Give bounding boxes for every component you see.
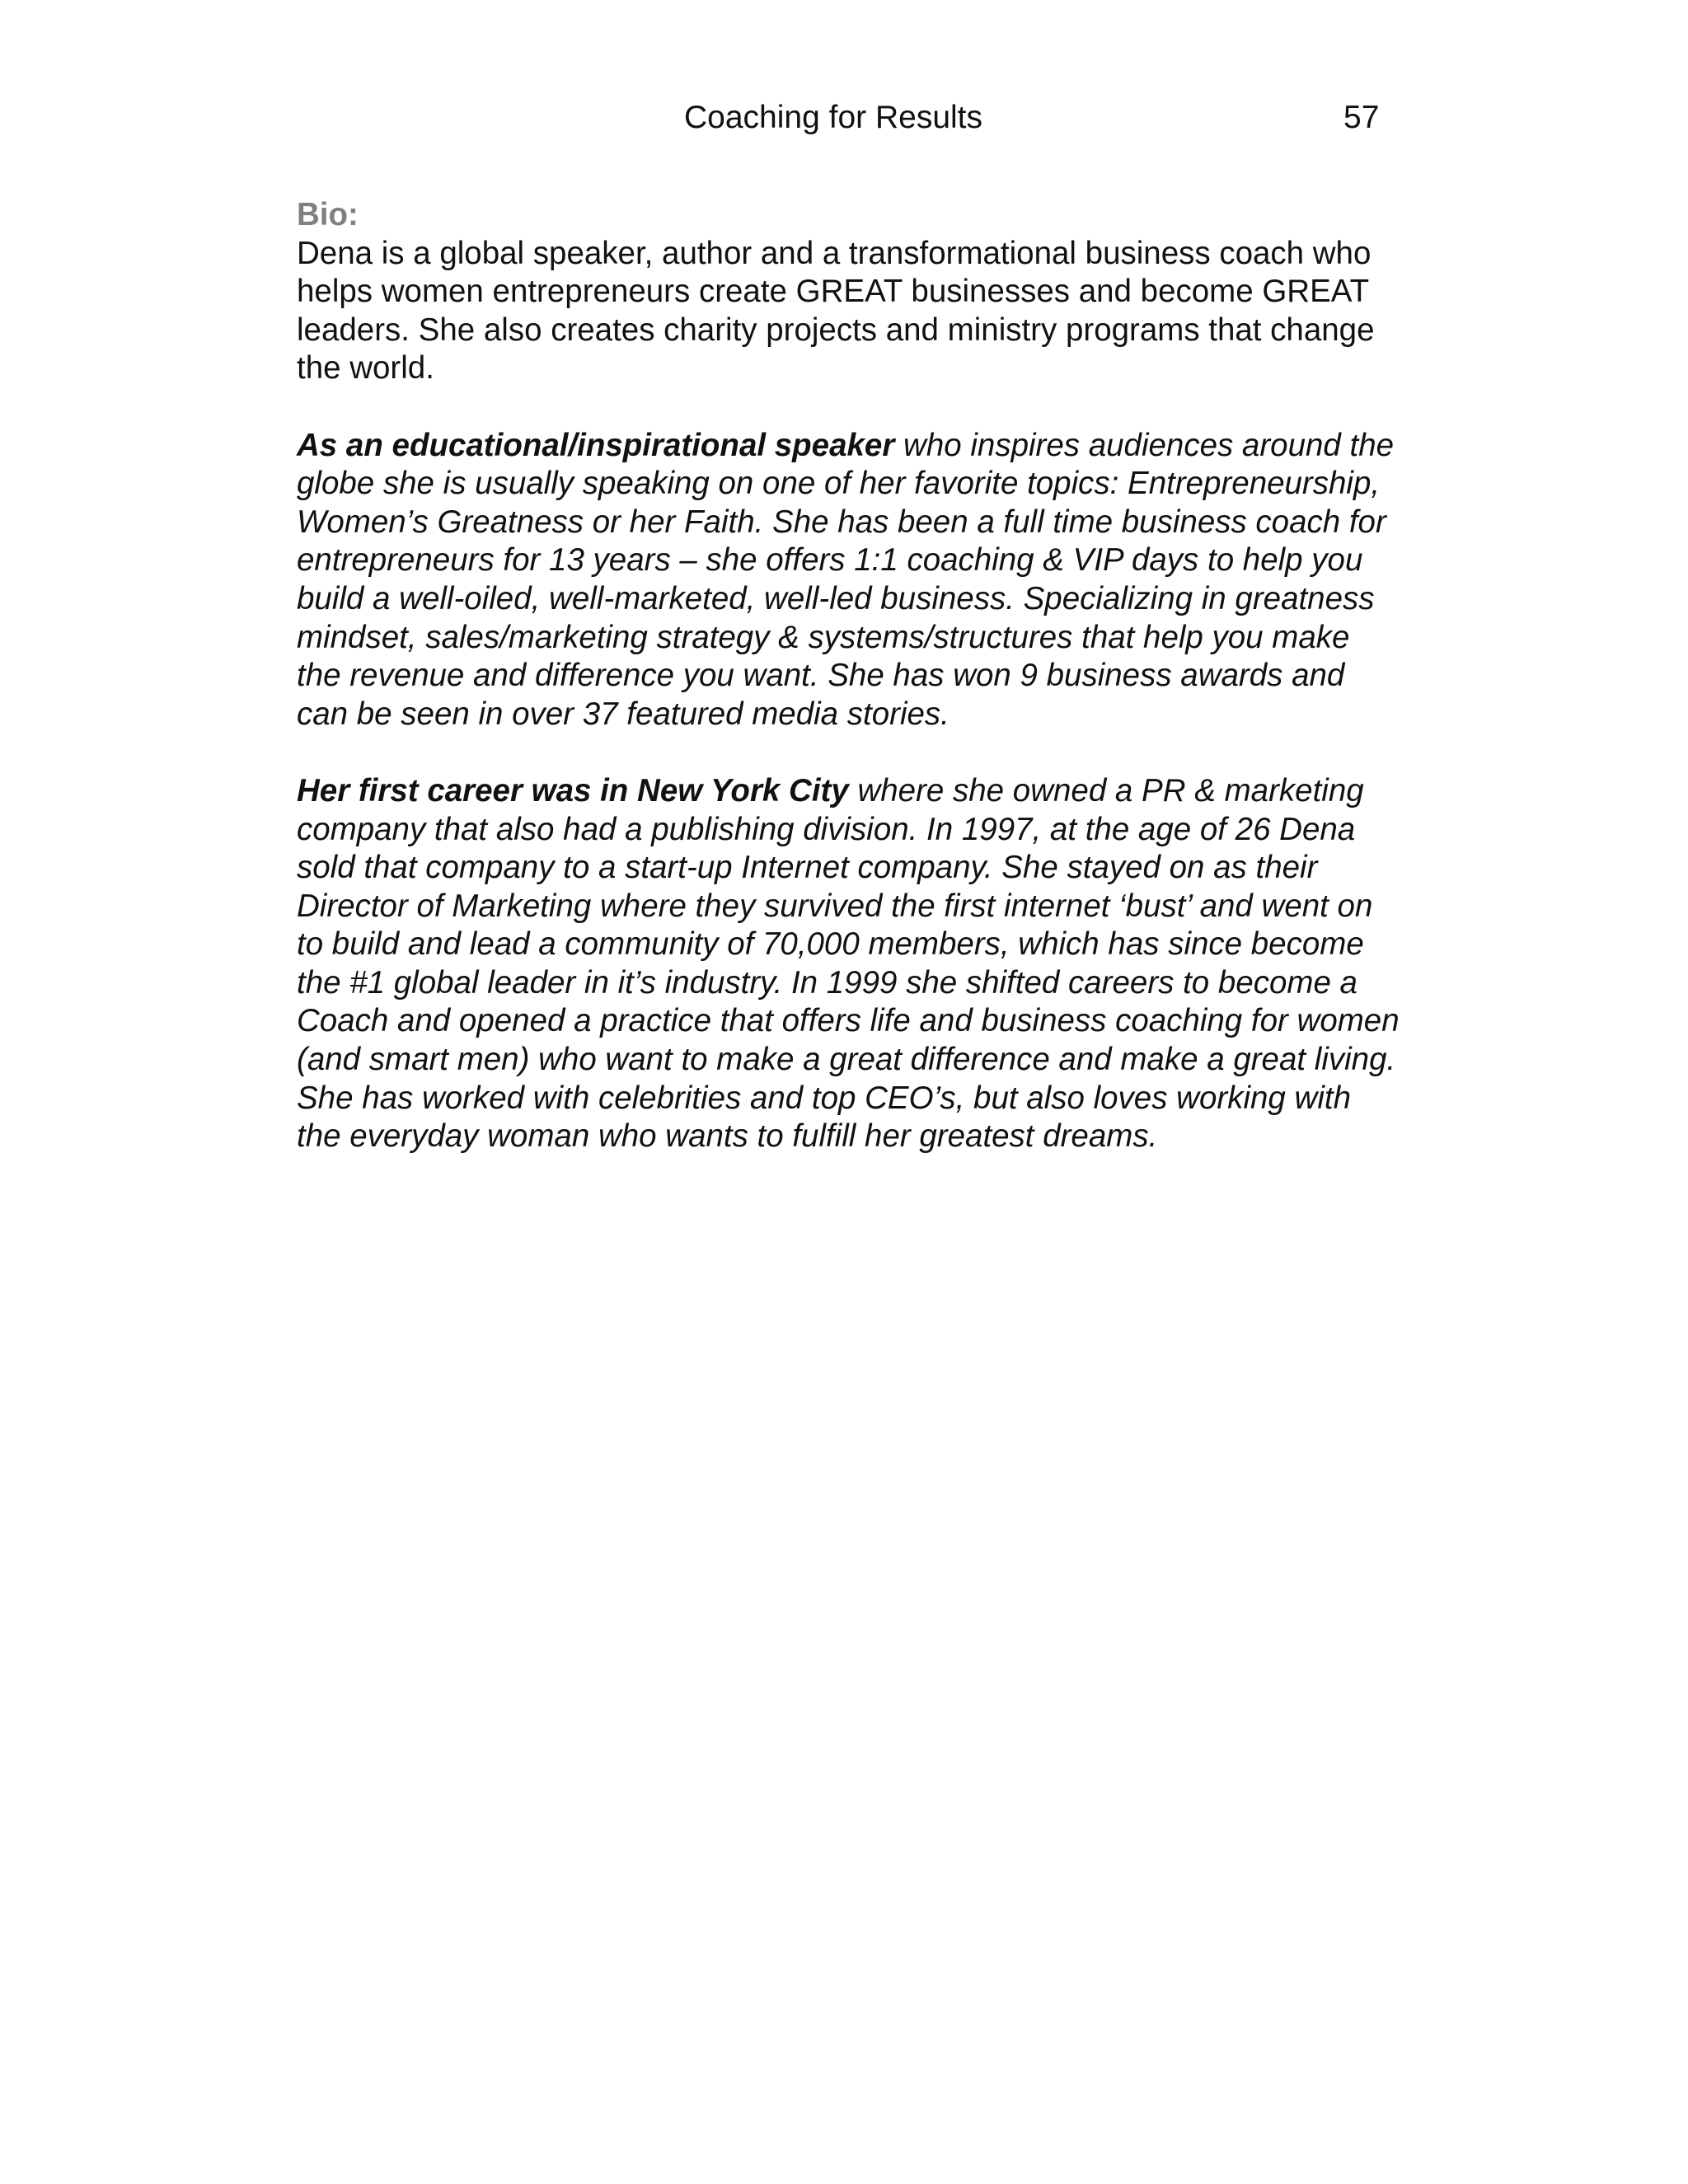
speaker-text: who inspires audiences around the globe she is usually speaking on one of her favorite topics: Entrepreneurship, Women’s Greatness or her Faith. She has been a full time business coach for entrepreneurs for 13 years – she offers 1:1 coaching & VIP days to help you build a well-oiled, well-marketed, well-led business. Specializing in greatness mindset, sales/marketing strategy & systems/structures that help you make the revenue and difference you want. She has won 9 business awards and can be seen in over 37 featured media stories.	[297, 427, 1395, 732]
running-title: Coaching for Results	[684, 100, 983, 135]
bio-intro-text: Dena is a global speaker, author and a transformational business coach who helps women entrepreneurs create GREAT businesses and become GREAT leaders. She also creates charity projects and ministry programs that change the world.	[297, 235, 1375, 387]
page-number: 57	[1343, 100, 1380, 135]
speaker-lead: As an educational/inspirational speaker	[297, 427, 895, 463]
bio-heading: Bio:	[297, 197, 359, 232]
bio-section	[297, 196, 1401, 1194]
bio-intro-paragraph	[297, 196, 1401, 388]
career-lead: Her first career was in New York City	[297, 772, 849, 808]
speaker-paragraph	[297, 427, 1401, 734]
career-text: where she owned a PR & marketing company that also had a publishing division. In 1997, at the age of 26 Dena sold that company to a start-up Internet company. She stayed on as their Director of Marketing where they survived the first internet ‘bust’ and went on to build and lead a community of 70,000 members, which has since become the #1 global leader in it’s industry. In 1999 she shifted careers to become a Coach and opened a practice that offers life and business coaching for women (and smart men) who want to make a great difference and make a great living. She has worked with celebrities and top CEO’s, but also loves working with the everyday woman who wants to fulfill her greatest dreams.	[297, 772, 1400, 1155]
career-paragraph	[297, 772, 1401, 1156]
